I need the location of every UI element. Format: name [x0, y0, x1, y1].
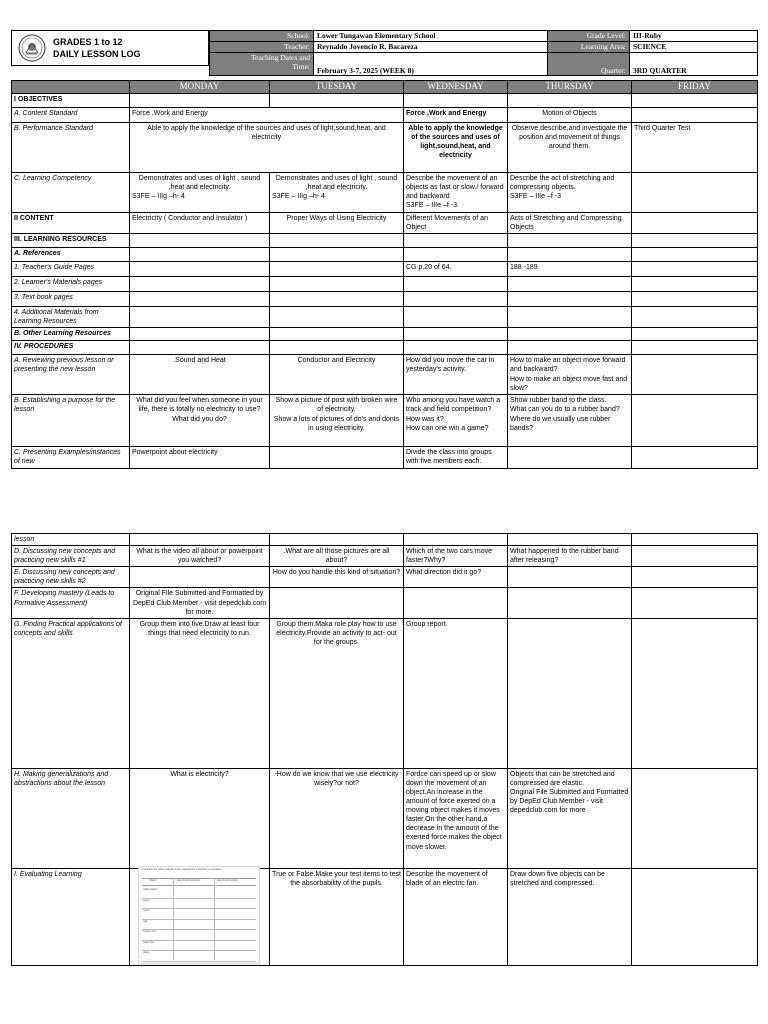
cell — [130, 94, 270, 108]
cell — [508, 534, 632, 546]
lc-wed-code: S3FE – IIIe –f -3 — [406, 202, 457, 210]
dates-label — [210, 53, 314, 76]
cell — [632, 173, 758, 213]
cell — [270, 447, 404, 468]
cell — [632, 395, 758, 447]
worksheet-row-rule — [142, 961, 256, 962]
cell — [270, 277, 404, 292]
applications-tue: Group them.Maka role play how to use electricity.Provide an activity to act- out for the groups. — [270, 618, 404, 768]
title-line-2: DAILY LESSON LOG — [53, 49, 141, 60]
worksheet-row-label: paper clip — [143, 940, 155, 944]
table-row — [12, 328, 758, 341]
discuss-1-wed: Which of the two cars move faster?Why? — [404, 546, 508, 567]
cell — [404, 292, 508, 307]
lc-tue-text: Demonstrates and uses of light , sound ,heat and electricity. — [275, 175, 398, 192]
content-wed: Different Movements of an Object — [404, 213, 508, 234]
generalizations-thu: Objects that can be stretched and compressed are elastic. Original File Submitted and Formatted by DepEd Club Member - visit depedclub.com for more — [508, 768, 632, 868]
content-thu: Acts of Stretching and Compressing Objects — [508, 213, 632, 234]
cell — [508, 277, 632, 292]
purpose-wed: Who among you have watch a track and field competition? How was it? How can one win a game? — [404, 395, 508, 447]
day-friday: FRIDAY — [632, 81, 758, 94]
lc-thu-text: Describe the act of stretching and compressing objects. — [510, 175, 615, 192]
lc-thu-code: S3FE – IIIe –f -3 — [510, 193, 561, 201]
worksheet-col-divider — [173, 878, 174, 960]
lc-wed-text: Describe the movement of an objects as fast or slow./ forward and backward — [406, 175, 504, 201]
evaluating-label: I. Evaluating Learning — [12, 868, 130, 965]
cell — [270, 588, 404, 618]
cell — [404, 248, 508, 262]
table-row — [12, 447, 758, 468]
content-standard-wed: Force ,Work and Energy — [404, 108, 508, 123]
table-row — [12, 173, 758, 213]
learning-competency-mon — [130, 173, 270, 213]
header-logo-box — [11, 30, 209, 66]
cell — [632, 534, 758, 546]
cell — [404, 94, 508, 108]
dates-value: February 3-7, 2025 (WEEK 8) — [314, 53, 548, 76]
discuss-1-tue: .What are all those pictures are all about? — [270, 546, 404, 567]
evaluating-tue: True or False.Make your test items to test the absorbability of the pupils. — [270, 868, 404, 965]
cell — [632, 248, 758, 262]
cell — [632, 277, 758, 292]
grade-value: III-Ruby — [630, 31, 758, 42]
evaluating-thu: Draw down five objects can be stretched and compressed. — [508, 868, 632, 965]
tg-pages-wed: CG p.20 of 64. — [404, 262, 508, 277]
table-row — [12, 108, 758, 123]
worksheet-row-rule — [142, 929, 256, 930]
table-row — [12, 94, 758, 108]
cell — [270, 328, 404, 341]
table-row — [12, 355, 758, 395]
procedures-heading: IV. PROCEDURES — [12, 341, 130, 355]
table-row — [12, 123, 758, 173]
area-label: Learning Area: — [548, 42, 630, 53]
day-tuesday: TUESDAY — [270, 81, 404, 94]
worksheet-row-rule — [142, 898, 256, 899]
purpose-label: B. Establishing a purpose for the lesson — [12, 395, 130, 447]
cell — [508, 292, 632, 307]
table-row — [12, 307, 758, 328]
cell — [632, 341, 758, 355]
cell — [270, 307, 404, 328]
lesson-table-page-1 — [11, 80, 758, 469]
worksheet-note: Complete the table. Classify if the material is a conductor or insulator. — [142, 868, 222, 871]
worksheet-row-label: metal — [143, 909, 150, 912]
review-tue: Conductor and Electricity — [270, 355, 404, 395]
day-thursday: THURSDAY — [508, 81, 632, 94]
cell — [508, 307, 632, 328]
cell — [270, 341, 404, 355]
table-row — [12, 262, 758, 277]
school-value: Lower Tungawan Elementary School — [314, 31, 548, 42]
worksheet-row-rule — [142, 908, 256, 909]
cell — [130, 307, 270, 328]
content-standard-label: A. Content Standard — [12, 108, 130, 123]
worksheet-row-label: nail — [143, 919, 148, 923]
quarter-label: Quarter: — [548, 53, 630, 76]
cell — [508, 328, 632, 341]
cell — [404, 234, 508, 248]
cell — [508, 567, 632, 588]
cell — [508, 234, 632, 248]
worksheet-col-divider — [214, 878, 215, 960]
table-row — [12, 213, 758, 234]
cell — [632, 355, 758, 395]
cell — [130, 234, 270, 248]
cell — [404, 328, 508, 341]
table-row — [12, 768, 758, 868]
cell — [632, 618, 758, 768]
lesson-table-page-2 — [11, 533, 758, 966]
cell — [632, 262, 758, 277]
performance-standard-thu: Observe,describe,and investigate the position and movement of things around them. — [508, 123, 632, 173]
presenting-wed: Divide the class into groups with five members each. — [404, 447, 508, 468]
worksheet-row-rule — [142, 950, 256, 951]
cell — [508, 341, 632, 355]
worksheet-row-label: paper — [143, 898, 150, 902]
learning-competency-wed — [404, 173, 508, 213]
cell — [508, 588, 632, 618]
generalizations-mon: What is electricity? — [130, 768, 270, 868]
day-monday: MONDAY — [130, 81, 270, 94]
cell — [404, 341, 508, 355]
worksheet-rule — [142, 885, 256, 886]
table-row — [12, 618, 758, 768]
table-row — [12, 588, 758, 618]
discuss-2-wed: What direction did it go? — [404, 567, 508, 588]
cell — [632, 94, 758, 108]
review-label: A. Reviewing previous lesson or presenting the new lesson — [12, 355, 130, 395]
presenting-label-continued: lesson — [12, 534, 130, 546]
performance-standard-wed: Able to apply the knowledge of the sources and uses of light,sound,heat, and electricity — [404, 123, 508, 173]
cell — [130, 262, 270, 277]
corner-cell — [12, 81, 130, 94]
cell — [632, 768, 758, 868]
purpose-mon: What did you feel when someone in your life, there is totally no electricity to use?What did you do? — [130, 395, 270, 447]
discuss-2-tue: How do you handle this kind of situation? — [270, 567, 404, 588]
table-row — [12, 341, 758, 355]
cell — [130, 277, 270, 292]
applications-wed: Group report. — [404, 618, 508, 768]
content-mon: Electricity ( Conductor and Insulator ) — [130, 213, 270, 234]
cell — [270, 262, 404, 277]
cell — [632, 868, 758, 965]
generalizations-label: H. Making generalizations and abstractions about the lesson — [12, 768, 130, 868]
evaluation-worksheet-image — [138, 866, 260, 964]
lm-pages-label: 2. Learner's Materials pages — [12, 277, 130, 292]
cell — [270, 534, 404, 546]
discuss-1-mon: What is the video all about or powerpoint you watched? — [130, 546, 270, 567]
worksheet-row-label: glass — [143, 951, 150, 954]
cell — [130, 567, 270, 588]
additional-materials-label: 4. Additional Materials from Learning Resources — [12, 307, 130, 328]
discuss-2-label: E. Discussing new concepts and practicing new skills #2 — [12, 567, 130, 588]
performance-standard-label: B. Performance Standard — [12, 123, 130, 173]
cell — [632, 292, 758, 307]
worksheet-row-rule — [142, 919, 256, 920]
table-row — [12, 546, 758, 567]
worksheet-row-label: rubber band — [143, 888, 157, 891]
cell — [270, 234, 404, 248]
table-row — [12, 234, 758, 248]
table-row — [12, 277, 758, 292]
cell — [508, 94, 632, 108]
cell — [130, 248, 270, 262]
presenting-label: C. Presenting Examples/instances of new — [12, 447, 130, 468]
content-tue: Proper Ways of Using Electricity — [270, 213, 404, 234]
cell — [508, 447, 632, 468]
discuss-1-label: D. Discussing new concepts and practicing new skills #1 — [12, 546, 130, 567]
cell — [632, 588, 758, 618]
learning-competency-label: C. Learning Competency — [12, 173, 130, 213]
review-thu: How to make an object move forward and backward? How to make an object move fast and slow? — [508, 355, 632, 395]
discuss-1-thu: What happened to the rubber band after releasing? — [508, 546, 632, 567]
dates-label-line-1: Teaching Dates and — [250, 53, 310, 62]
generalizations-tue: -How do we know that we use electricity wisely?or not? — [270, 768, 404, 868]
resources-heading: III. LEARNING RESOURCES — [12, 234, 130, 248]
table-row — [12, 248, 758, 262]
references-label: A. References — [12, 248, 130, 262]
cell — [130, 341, 270, 355]
day-wednesday: WEDNESDAY — [404, 81, 508, 94]
content-heading: II CONTENT — [12, 213, 130, 234]
lc-mon-text: Demonstrates and uses of light , sound ,heat and electricity. — [138, 175, 261, 192]
cell — [632, 213, 758, 234]
cell — [270, 248, 404, 262]
purpose-thu: Show rubber band to the class. What can you do to a rubber band? Where do we usually use rubber bands? — [508, 395, 632, 447]
worksheet-row-rule — [142, 940, 256, 941]
table-row — [12, 534, 758, 546]
applications-label: G. Finding Practical applications of concepts and skills — [12, 618, 130, 768]
grade-label: Grade Level: — [548, 31, 630, 42]
tg-pages-thu: 188 -189 — [508, 262, 632, 277]
cell — [404, 307, 508, 328]
day-header-row — [12, 81, 758, 94]
title-line-1: GRADES 1 to 12 — [53, 37, 123, 47]
objectives-heading: I OBJECTIVES — [12, 94, 130, 108]
cell — [632, 567, 758, 588]
cell — [632, 546, 758, 567]
teacher-value: Reynaldo Jovencio R. Bacareza — [314, 42, 548, 53]
cell — [632, 328, 758, 341]
cell — [404, 534, 508, 546]
header-info-table — [209, 30, 758, 76]
worksheet-col-insulator: Electrical Insulator — [217, 879, 239, 882]
learning-competency-thu — [508, 173, 632, 213]
cell — [632, 108, 758, 123]
lc-mon-code: S3FE – IIIg –h- 4 — [132, 193, 185, 201]
content-standard-mon-tue: Force ,Work and Energy — [130, 108, 404, 123]
dates-label-line-2: Time: — [292, 62, 310, 72]
review-mon: .Sound and Heat — [130, 355, 270, 395]
cell — [508, 618, 632, 768]
cell — [632, 307, 758, 328]
deped-seal-icon — [18, 34, 46, 62]
cell — [130, 534, 270, 546]
lc-tue-code: S3FE – IIIg –h- 4 — [272, 193, 325, 201]
worksheet-row-label: copper wire — [143, 930, 157, 933]
other-resources-label: B. Other Learning Resources — [12, 328, 130, 341]
area-value: SCIENCE — [630, 42, 758, 53]
cell — [632, 234, 758, 248]
table-row — [12, 567, 758, 588]
school-label: School: — [210, 31, 314, 42]
teacher-label: Teacher: — [210, 42, 314, 53]
evaluating-wed: Describe the movement of blade of an electric fan. — [404, 868, 508, 965]
performance-standard-mon-tue: Able to apply the knowledge of the sources and uses of light,sound,heat, and electricity — [130, 123, 404, 173]
presenting-mon: Powerpoint about electricity — [130, 447, 270, 468]
applications-mon: Group them into five.Draw at least four things that need electricity to run. — [130, 618, 270, 768]
table-row — [12, 395, 758, 447]
cell — [130, 292, 270, 307]
table-row — [12, 292, 758, 307]
cell — [404, 277, 508, 292]
textbook-pages-label: 3. Text book pages — [12, 292, 130, 307]
learning-competency-tue — [270, 173, 404, 213]
mastery-label: F. Developing mastery (Leads to Formative Assessment) — [12, 588, 130, 618]
worksheet-col-object: Object — [149, 879, 157, 882]
tg-pages-label: 1. Teacher's Guide Pages — [12, 262, 130, 277]
worksheet-col-conductor: Electrical Conductor — [177, 879, 201, 882]
cell — [508, 248, 632, 262]
quarter-value: 3RD QUARTER — [630, 53, 758, 76]
cell — [270, 94, 404, 108]
cell — [270, 292, 404, 307]
performance-standard-fri: Third Quarter Test — [632, 123, 758, 173]
mastery-mon: Original File Submitted and Formatted by DepEd Club Member - visit depedclub.com for more. — [130, 588, 270, 618]
cell — [632, 447, 758, 468]
generalizations-wed: Fordce can speed up or slow down the movement of an object.An increase in the amount of force exerted on a moving object makes it moves faster.On the other hand,a decrease in the amount of the exerted force makes the object move slower. — [404, 768, 508, 868]
cell — [404, 588, 508, 618]
purpose-tue: Show a picture of post with broken wire of electricity. Show a lots of pictures of do's and donts in using electricity. — [270, 395, 404, 447]
review-wed: How did you move the car in yesterday's activity. — [404, 355, 508, 395]
content-standard-thu: Motion of Objects — [508, 108, 632, 123]
cell — [130, 328, 270, 341]
lesson-log-title — [53, 36, 141, 60]
table-row — [12, 868, 758, 965]
